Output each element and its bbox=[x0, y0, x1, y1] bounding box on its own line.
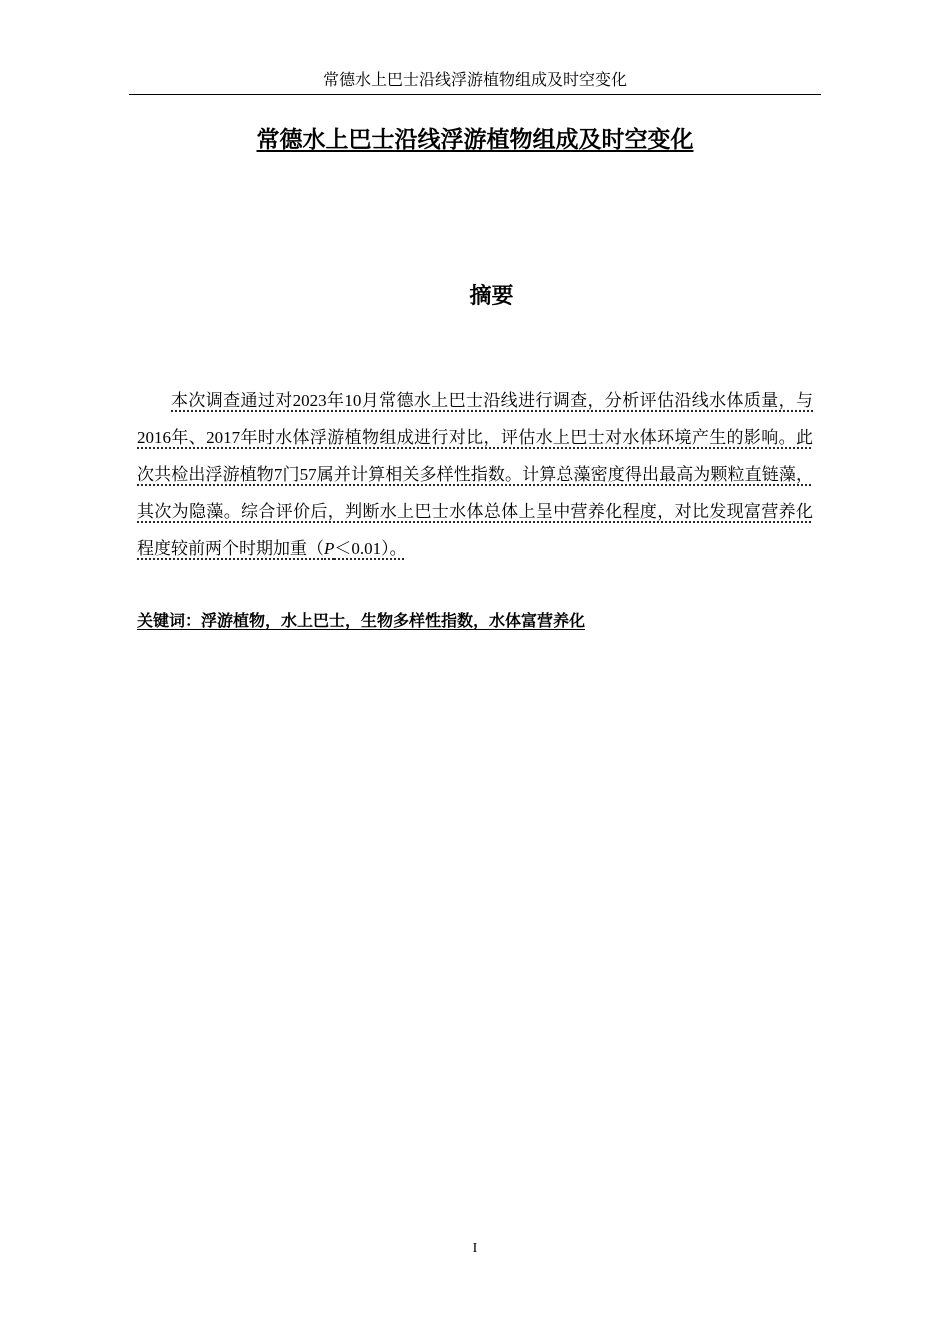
running-header: 常德水上巴士沿线浮游植物组成及时空变化 bbox=[129, 70, 821, 95]
abstract-paragraph bbox=[137, 382, 813, 567]
keywords-label: 关键词： bbox=[137, 611, 202, 630]
document-title bbox=[0, 124, 950, 156]
keywords bbox=[137, 607, 813, 635]
abstract-text-end: ＜0.01）。 bbox=[334, 539, 407, 558]
p-value-symbol: P bbox=[324, 539, 335, 558]
page-number: I bbox=[472, 1241, 478, 1256]
keywords-text: 浮游植物，水上巴士，生物多样性指数，水体富营养化 bbox=[201, 611, 586, 630]
document-title-text: 常德水上巴士沿线浮游植物组成及时空变化 bbox=[256, 127, 694, 153]
abstract-text: 本次调查通过对2023年10月常德水上巴士沿线进行调查，分析评估沿线水体质量，与2016年、2017年时水体浮游植物组成进行对比，评估水上巴士对水体环境产生的影响。此次共检出浮游植物7门57属并计算相关多样性指数。计算总藻密度得出最高为颗粒直链藻，其次为隐藻。综合评价后，判断水上巴士水体总体上呈中营养化程度，对比发现富营养化程度较前两个时期加重（ bbox=[137, 391, 813, 558]
abstract-heading: 摘要 bbox=[469, 284, 514, 309]
